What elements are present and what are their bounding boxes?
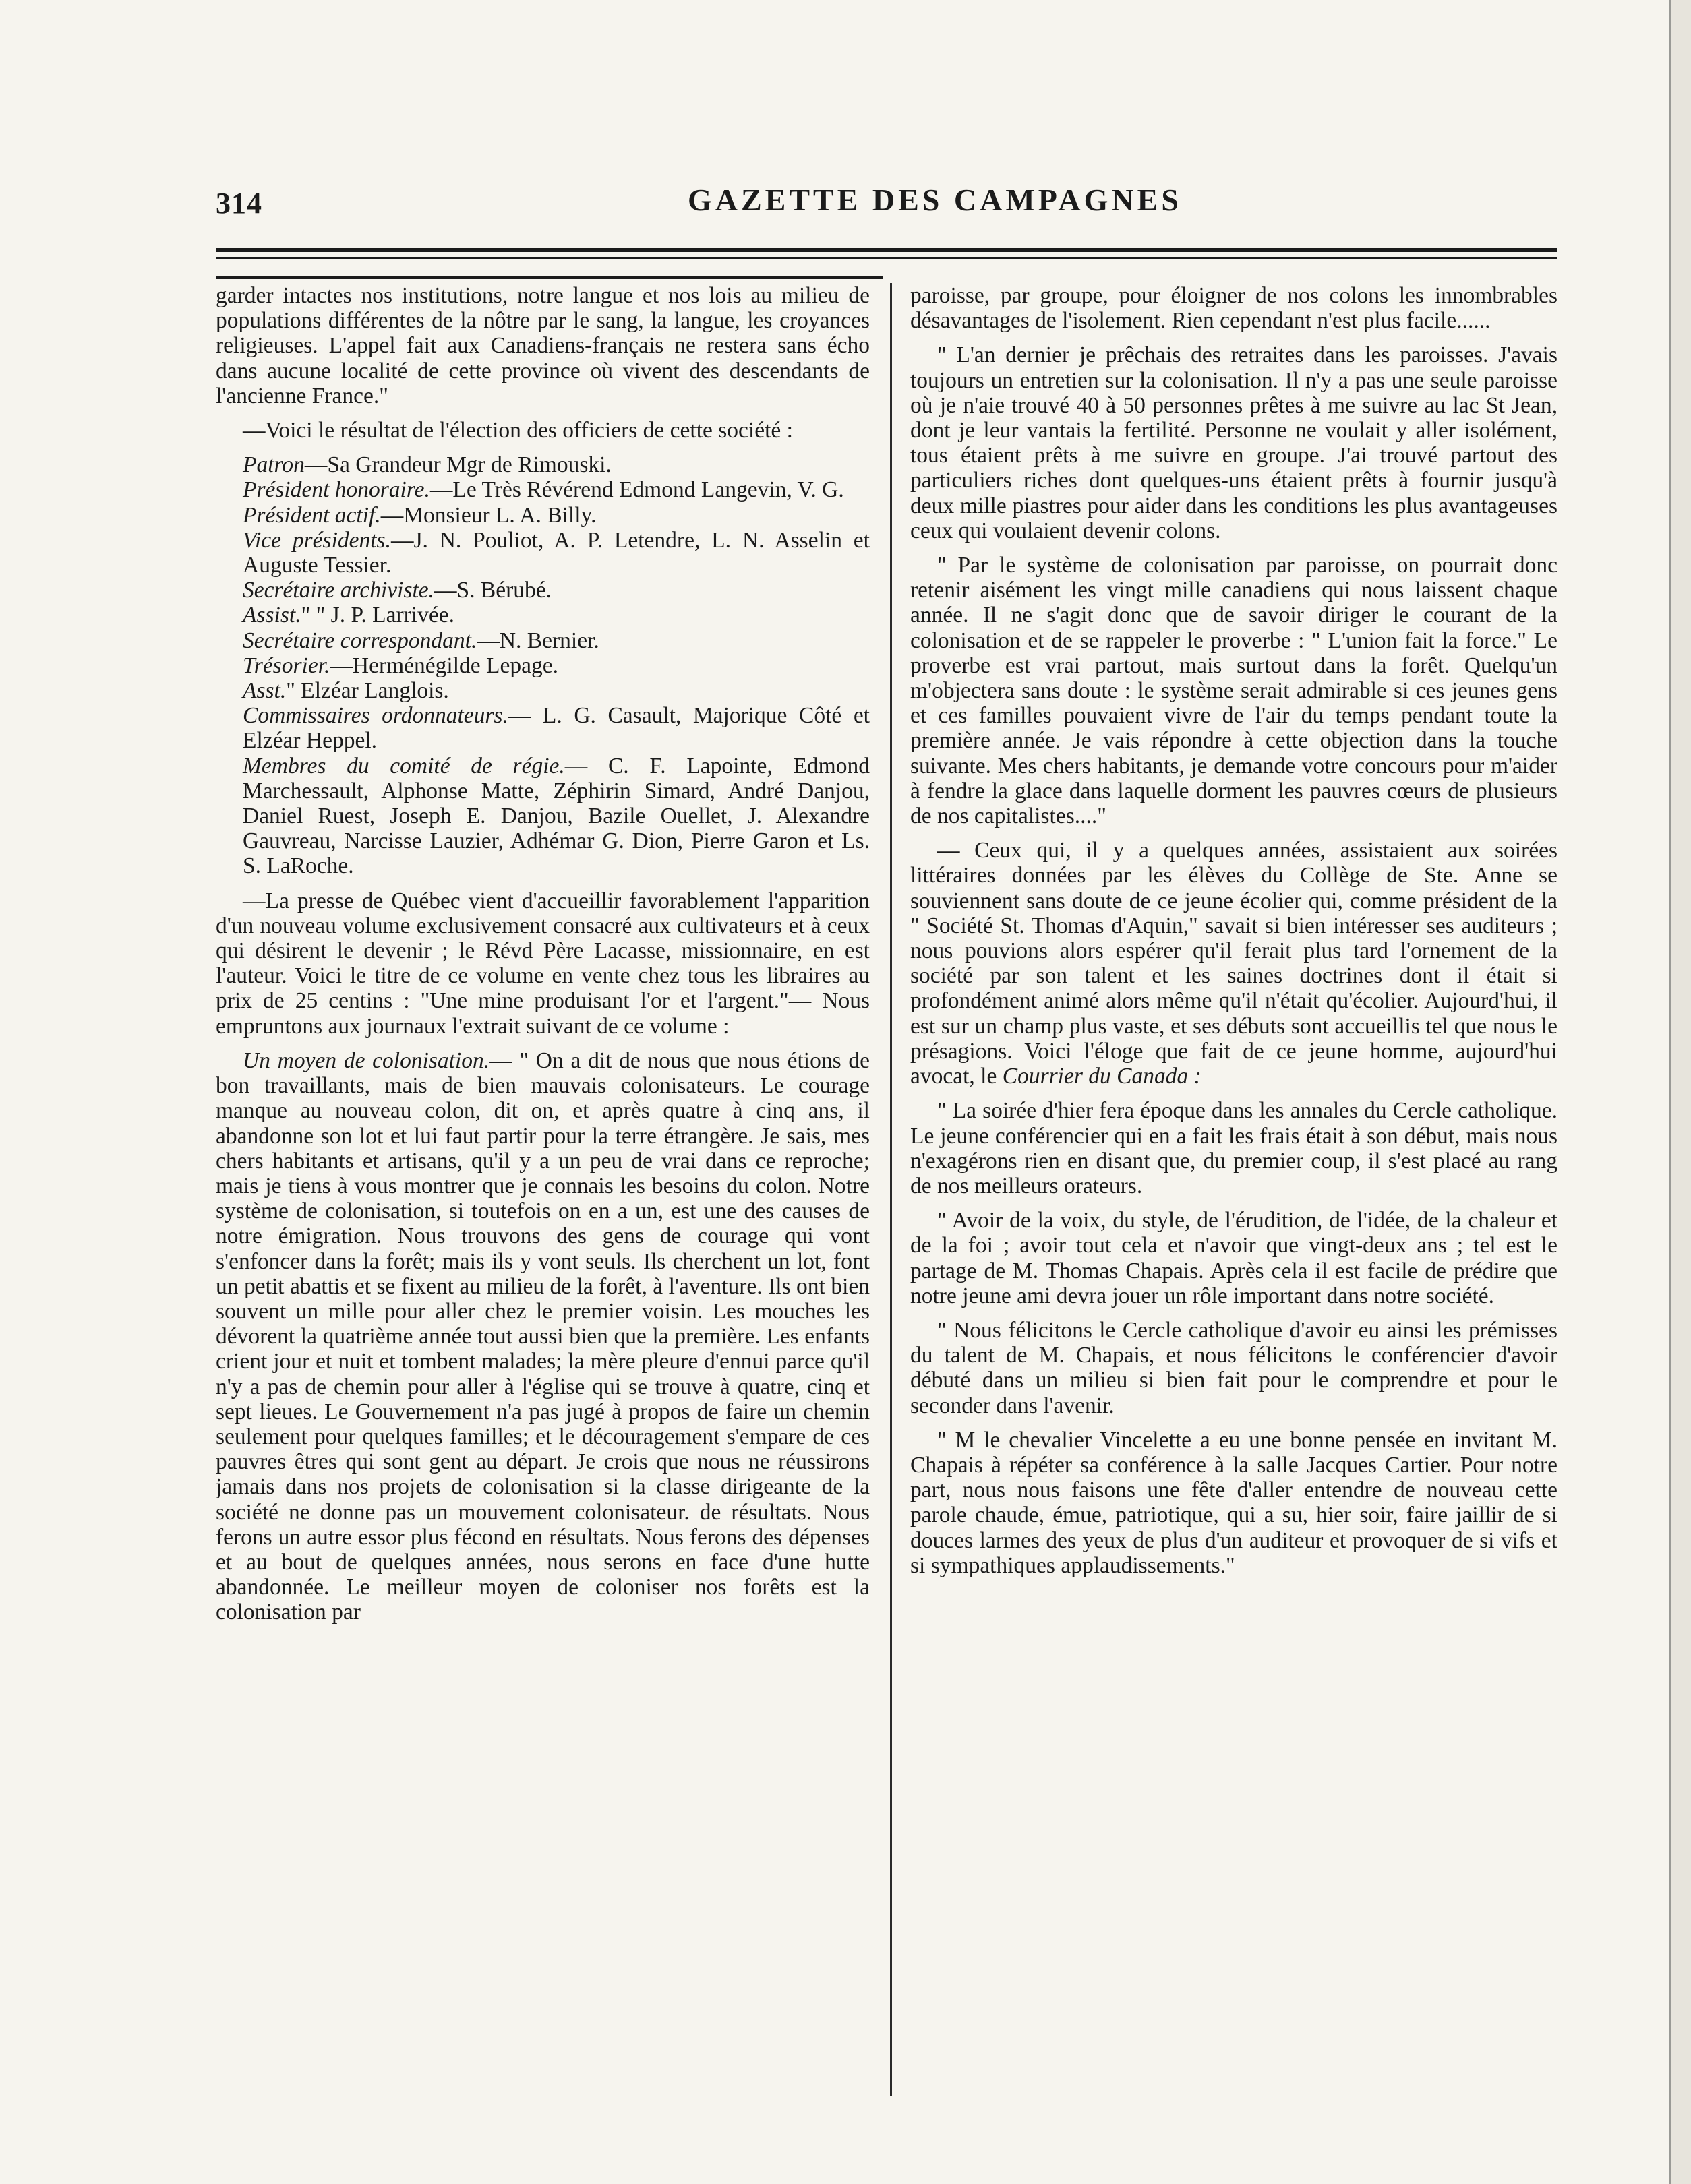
column-divider: [890, 283, 892, 2096]
officer-entry: Président honoraire.—Le Très Révérend Edmond Langevin, V. G.: [243, 477, 844, 503]
officer-entry: Trésorier.—Herménégilde Lepage.: [243, 653, 558, 678]
page-header: [216, 182, 1558, 236]
right-column: [910, 283, 1558, 2117]
right-paragraph-2: " L'an dernier je prêchais des retraites dans les paroisses. J'avais toujours un entretien sur la colonisation. Il n'y a pas une seule paroisse où je n'aie trouvé 40 à 50 personnes prêtes à me suivre au lac St Jean, dont je leur vantais la fertilité. Personne ne voulait y aller isolément, tous étaient prêts à me suivre en groupe. J'ai trouvé partout des particuliers riches dont quelques-uns étaient prêts à fournir jusqu'à deux mille piastres pour aider dans les conditions les plus avantageuses ceux qui voulaient devenir colons.: [910, 342, 1558, 543]
article-columns: [216, 283, 1564, 2117]
officer-entry: Patron—Sa Grandeur Mgr de Rimouski.: [243, 452, 612, 478]
officers-list: [216, 452, 870, 878]
officer-entry: Président actif.—Monsieur L. A. Billy.: [243, 502, 597, 528]
header-rule-left: [216, 276, 883, 279]
right-paragraph-7: " Nous félicitons le Cercle catholique d'avoir eu ainsi les prémisses du talent de M. Chapais, et nous félicitons le conférencier d'avoir débuté dans un milieu si bien fait pour le comprendre et pour le seconder dans l'avenir.: [910, 1317, 1558, 1418]
right-paragraph-6: " Avoir de la voix, du style, de l'érudition, de l'idée, de la chaleur et de la foi ; avoir tout cela et n'avoir que vingt-deux ans ; tel est le partage de M. Thomas Chapais. Après cela il est facile de prédire que notre jeune ami devra jouer un rôle important dans notre société.: [910, 1208, 1558, 1308]
officer-entry: Assist." " J. P. Larrivée.: [243, 603, 454, 628]
colonisation-title: Un moyen de colonisation.: [243, 1048, 490, 1073]
officer-entry: Secrétaire correspondant.—N. Bernier.: [243, 628, 599, 653]
left-paragraph-1: garder intactes nos institutions, notre langue et nos lois au milieu de populations différentes de la nôtre par le sang, la langue, les croyances religieuses. L'appel fait aux Canadiens-français ne restera sans écho dans aucune localité de cette province où vivent des descendants de l'ancienne France.": [216, 283, 870, 408]
left-paragraph-press: —La presse de Québec vient d'accueillir favorablement l'apparition d'un nouveau volume exclusivement consacré aux cultivateurs et à ceux qui désirent le devenir ; le Révd Père Lacasse, missionnaire, en est l'auteur. Voici le titre de ce volume en vente chez tous les libraires au prix de 25 centins : "Une mine produisant l'or et l'argent."— Nous empruntons aux journaux l'extrait suivant de ce volume :: [216, 888, 870, 1039]
left-paragraph-election: —Voici le résultat de l'élection des officiers de cette société :: [243, 418, 793, 444]
officer-entry: Membres du comité de régie.— C. F. Lapointe, Edmond Marchessault, Alphonse Matte, Zéphirin Simard, André Danjou, Daniel Ruest, Joseph E. Danjou, Bazile Ouellet, J. Alexandre Gauvreau, Narcisse Lauzier, Adhémar G. Dion, Pierre Garon et Ls. S. LaRoche.: [243, 753, 870, 879]
left-paragraph-colonisation: Un moyen de colonisation.— " On a dit de nous que nous étions de bon travaillants, mais de bien mauvais colonisateurs. Le courage manque au nouveau colon, dit on, et après quatre à cinq ans, il abandonne son lot et lui faut partir pour la terre étrangère. Je sais, mes chers habitants et artisans, qu'il y a un peu de vrai dans ce reproche; mais je tiens à vous montrer que je connais les besoins du colon. Notre système de colonisation, si toutefois on en a un, est une des causes de notre émigration. Nous trouvons des gens de courage qui vont s'enfoncer dans la forêt; mais ils y vont seuls. Ils cherchent un lot, font un petit abattis et se fixent au milieu de la forêt, à l'aventure. Ils ont bien souvent un mille pour aller chez le premier voisin. Les mouches les dévorent la quatrième année tout aussi bien que la première. Les enfants crient jour et nuit et tombent malades; la mère pleure d'ennui parce qu'il n'y a pas de chemin pour aller à l'église qui se trouve à quatre, cinq et sept lieues. Le Gouvernement n'a pas jugé à propos de faire un chemin seulement pour quelques familles; et le découragement s'empare de ces pauvres êtres qui sont gent au départ. Je crois que nous ne réussirons jamais dans nos projets de colonisation si la classe dirigeante de la société ne donne pas un mouvement colonisateur. de résultats. Nous ferons un autre essor plus fécond en résultats. Nous ferons des dépenses et au bout de quelques années, nous serons en face d'une hutte abandonnée. Le meilleur moyen de coloniser nos forêts est la colonisation par: [216, 1048, 870, 1625]
page-number: 314: [216, 187, 262, 220]
right-paragraph-8: " M le chevalier Vincelette a eu une bonne pensée en invitant M. Chapais à répéter sa conférence à la salle Jacques Cartier. Pour notre part, nous nous faisons une fête d'aller entendre de nouveau cette parole chaude, émue, patriotique, qui a su, hier soir, faire jaillir de si douces larmes des yeux de plus d'un auditeur et provoquer de si vifs et si sympathiques applaudissements.": [910, 1427, 1558, 1578]
officer-entry: Vice présidents.—J. N. Pouliot, A. P. Letendre, L. N. Asselin et Auguste Tessier.: [243, 527, 870, 578]
running-title: GAZETTE DES CAMPAGNES: [688, 183, 1182, 217]
newspaper-source: Courrier du Canada :: [1002, 1064, 1202, 1089]
right-paragraph-4: — Ceux qui, il y a quelques années, assistaient aux soirées littéraires données par les élèves du Collège de Ste. Anne se souviennent sans doute de ce jeune écolier qui, comme président de la " Société St. Thomas d'Aquin," savait si bien intéresser ses auditeurs ; nous pouvions alors espérer qu'il ferait plus tard l'ornement de la société par son talent et les saines doctrines dont il était si profondément animé alors même qu'il n'était qu'écolier. Aujourd'hui, il est sur un champ plus vaste, et ses débuts sont accueillis tel que nous le présagions. Voici l'éloge que fait de ce jeune homme, aujourd'hui avocat, le Courrier du Canada :: [910, 838, 1558, 1089]
page-edge: [1669, 0, 1691, 2184]
right-paragraph-5: " La soirée d'hier fera époque dans les annales du Cercle catholique. Le jeune conférencier qui en a fait les frais était à son début, mais nous n'exagérons rien en disant que, du premier coup, il s'est placé au rang de nos meilleurs orateurs.: [910, 1098, 1558, 1199]
officer-entry: Asst." Elzéar Langlois.: [243, 678, 449, 704]
header-rule: [216, 248, 1558, 259]
right-paragraph-3: " Par le système de colonisation par paroisse, on pourrait donc retenir aisément les vingt mille canadiens qui nous laissent chaque année. Il ne s'agit donc que de savoir diriger le courant de la colonisation et de se rappeler le proverbe : " L'union fait la force." Le proverbe est vrai partout, mais surtout dans la forêt. Quelqu'un m'objectera sans doute : le système serait admirable si ces jeunes gens et ces familles pouvaient vivre de l'air du temps pendant toute la première année. Je vais répondre à cette objection dans la touche suivante. Mes chers habitants, je demande votre concours pour m'aider à fendre la glace dans laquelle dorment les pauvres cœurs de plusieurs de nos capitalistes....": [910, 553, 1558, 829]
officer-entry: Commissaires ordonnateurs.— L. G. Casault, Majorique Côté et Elzéar Heppel.: [243, 703, 870, 754]
officer-entry: Secrétaire archiviste.—S. Bérubé.: [243, 578, 552, 603]
left-column: [216, 283, 870, 2117]
right-paragraph-1: paroisse, par groupe, pour éloigner de nos colons les innombrables désavantages de l'isolement. Rien cependant n'est plus facile......: [910, 283, 1558, 334]
